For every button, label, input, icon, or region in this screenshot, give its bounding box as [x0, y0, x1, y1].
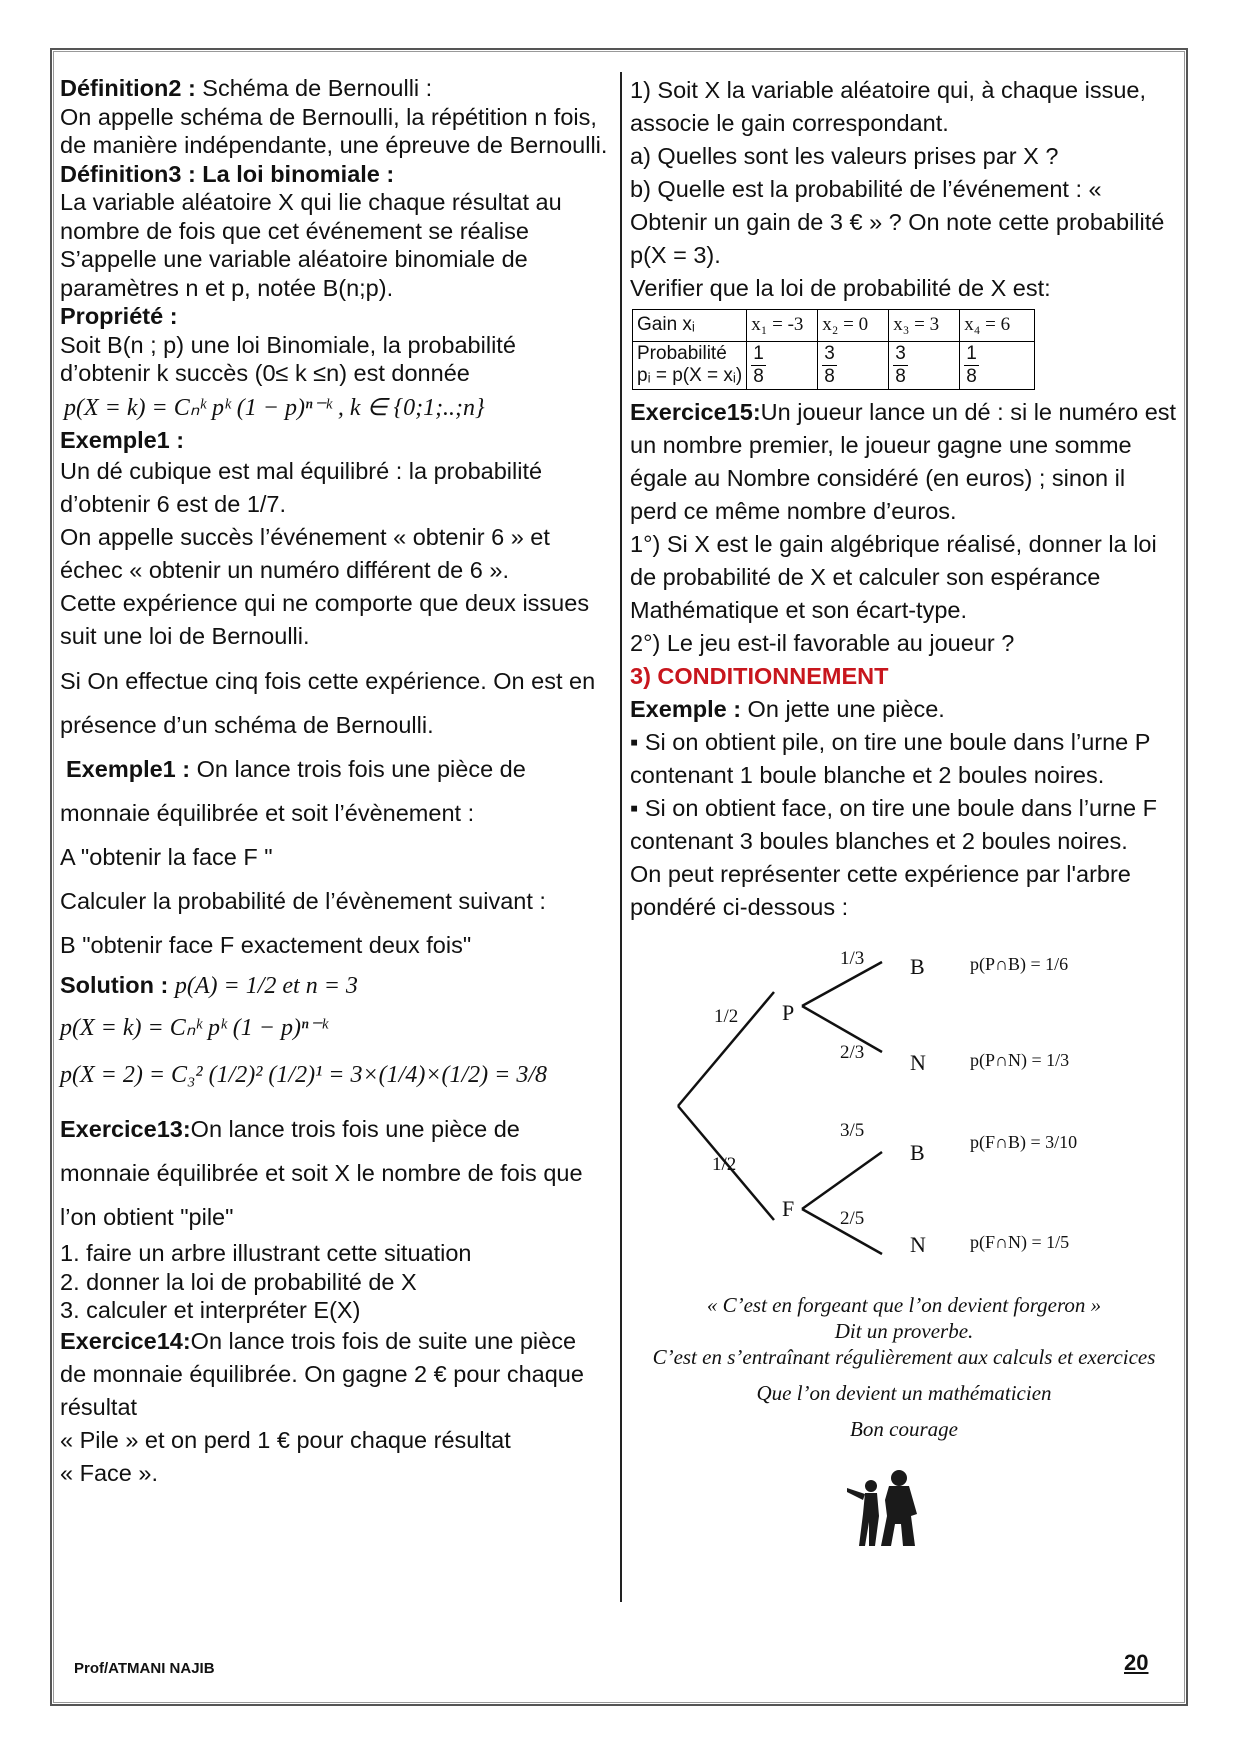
- q1a: a) Quelles sont les valeurs prises par X ?: [630, 143, 1059, 169]
- solution-line2: p(X = k) = Cₙᵏ pᵏ (1 − p)ⁿ⁻ᵏ: [60, 1015, 328, 1041]
- table-header-prob-a: Probabilité: [637, 343, 727, 364]
- weight-p: 1/2: [714, 1005, 739, 1027]
- ex13-q2: 2. donner la loi de probabilité de X: [60, 1268, 417, 1295]
- def2-text: On appelle schéma de Bernoulli, la répétition n fois, de manière indépendante, une épreuve de Bernoulli.: [60, 103, 608, 158]
- exemple-title: Exemple :: [630, 695, 742, 722]
- ex1b-b: B "obtenir face F exactement deux fois": [60, 931, 472, 958]
- ex14-l3: « Face ».: [60, 1459, 158, 1486]
- weight-fb: 3/5: [840, 1119, 865, 1141]
- left-column: [60, 74, 608, 1490]
- ex14-title: Exercice14:: [60, 1327, 191, 1354]
- branch-f-b: [802, 1152, 882, 1209]
- q1b: b) Quelle est la probabilité de l’événement : « Obtenir un gain de 3 € » ? On note cette probabilité p(X = 3).: [630, 176, 1165, 268]
- def3-title: Définition3 : La loi binomiale :: [60, 160, 395, 187]
- prop-text: Soit B(n ; p) une loi Binomiale, la probabilité d’obtenir k succès (0≤ k ≤n) est donnée: [60, 331, 516, 386]
- ex1-title: Exemple1 :: [60, 427, 185, 453]
- weight-f: 1/2: [712, 1153, 737, 1175]
- def2-title-rest: Schéma de Bernoulli :: [195, 75, 433, 101]
- table-row-prob: [633, 341, 1035, 389]
- table-cell-x1: x₁ = -3: [747, 310, 818, 342]
- result-pn: p(P∩N) = 1/3: [970, 1049, 1070, 1070]
- ex1-p2: On appelle succès l’événement « obtenir 6 » et échec « obtenir un numéro différent de 6 ».: [60, 523, 550, 583]
- ex1b-calc: Calculer la probabilité de l’évènement suivant :: [60, 887, 546, 914]
- table-row-gain: [633, 310, 1035, 342]
- ex15-q2: 2°) Le jeu est-il favorable au joueur ?: [630, 629, 1015, 656]
- def3-text: La variable aléatoire X qui lie chaque résultat au nombre de fois que cet événement se réalise S’appelle une variable aléatoire binomiale de paramètres n et p, notée B(n;p).: [60, 189, 562, 301]
- quote-line4: Que l’on devient un mathématicien: [756, 1380, 1052, 1405]
- solution-line3: p(X = 2) = C₃² (1/2)² (1/2)¹ = 3×(1/4)×(1/2) = 3/8: [60, 1061, 548, 1088]
- table-cell-x2: x₂ = 0: [818, 310, 889, 342]
- leaf-pn: N: [910, 1049, 926, 1075]
- ex1-p3: Cette expérience qui ne comporte que deux issues suit une loi de Bernoulli.: [60, 589, 590, 649]
- table-header-prob-b: pᵢ = p(X = xᵢ): [637, 365, 743, 386]
- result-fb: p(F∩B) = 3/10: [970, 1131, 1078, 1152]
- verify-text: Verifier que la loi de probabilité de X est:: [630, 275, 1051, 301]
- leaf-fn: N: [910, 1231, 926, 1257]
- ex13-q3: 3. calculer et interpréter E(X): [60, 1297, 361, 1323]
- table-prob-2: $\frac{3}{8}$: [824, 342, 835, 387]
- weight-fn: 2/5: [840, 1207, 865, 1229]
- ex15-text: Un joueur lance un dé : si le numéro est un nombre premier, le joueur gagne une somme égale au Nombre considéré (en euros) ; sinon il perd ce même nombre d’euros.: [630, 398, 1177, 524]
- prop-title: Propriété :: [60, 303, 178, 329]
- column-separator: [620, 72, 622, 1602]
- right-column: [630, 74, 1178, 1550]
- table-prob-3: $\frac{3}{8}$: [895, 342, 906, 387]
- ex14-text: On lance trois fois de suite une pièce de monnaie équilibrée. On gagne 2 € pour chaque résultat: [60, 1327, 584, 1420]
- probability-tree: [634, 924, 1174, 1264]
- ex14-l2: « Pile » et on perd 1 € pour chaque résultat: [60, 1426, 511, 1453]
- ex1-p1: Un dé cubique est mal équilibré : la probabilité d’obtenir 6 est de 1/7.: [60, 457, 543, 517]
- ex13-title: Exercice13:: [60, 1116, 191, 1142]
- section-conditionnement: 3) CONDITIONNEMENT: [630, 662, 889, 689]
- table-prob-4: $\frac{1}{8}$: [966, 342, 977, 387]
- teacher-child-silhouette-icon: [845, 1466, 925, 1550]
- table-cell-x4: x₄ = 6: [960, 310, 1035, 342]
- table-header-gain: Gain xᵢ: [633, 310, 747, 342]
- ex1-p4: Si On effectue cinq fois cette expérience. On est en présence d’un schéma de Bernoulli.: [60, 667, 596, 738]
- table-prob-1: $\frac{1}{8}$: [753, 342, 764, 387]
- page-number: 20: [1124, 1650, 1149, 1675]
- table-cell-x3: x₃ = 3: [889, 310, 960, 342]
- probability-table: [632, 309, 1035, 390]
- result-pb: p(P∩B) = 1/6: [970, 953, 1069, 974]
- ex13-q1: 1. faire un arbre illustrant cette situation: [60, 1240, 472, 1266]
- solution-line1: p(A) = 1/2 et n = 3: [174, 972, 358, 999]
- bullet-face: ▪ Si on obtient face, on tire une boule dans l’urne F contenant 3 boules blanches et 2 boules noires.: [630, 794, 1157, 854]
- ex15-q1: 1°) Si X est le gain algébrique réalisé, donner la loi de probabilité de X et calculer son espérance Mathématique et son écart-type.: [630, 530, 1157, 623]
- weight-pn: 2/3: [840, 1041, 865, 1063]
- ex13-text: On lance trois fois une pièce de monnaie équilibrée et soit X le nombre de fois que l’on obtient "pile": [60, 1116, 583, 1230]
- ex1b-text: On lance trois fois une pièce de monnaie équilibrée et soit l’évènement :: [60, 755, 526, 826]
- binomial-formula: p(X = k) = Cₙᵏ pᵏ (1 − p)ⁿ⁻ᵏ , k ∈ {0;1;..;n}: [64, 394, 485, 421]
- bullet-pile: ▪ Si on obtient pile, on tire une boule dans l’urne P contenant 1 boule blanche et 2 boules noires.: [630, 728, 1151, 788]
- node-f: F: [782, 1195, 795, 1221]
- tree-intro: On peut représenter cette expérience par l'arbre pondéré ci-dessous :: [630, 860, 1131, 920]
- weight-pb: 1/3: [840, 947, 865, 969]
- q1: 1) Soit X la variable aléatoire qui, à chaque issue, associe le gain correspondant.: [630, 77, 1147, 136]
- def2-title: Définition2 :: [60, 75, 196, 101]
- exemple-text: On jette une pièce.: [741, 695, 945, 722]
- quote-line3: C’est en s’entraînant régulièrement aux calculs et exercices: [652, 1344, 1156, 1369]
- node-p: P: [782, 999, 795, 1025]
- quote-line2: Dit un proverbe.: [834, 1318, 974, 1343]
- ex1b-title: Exemple1 :: [66, 755, 191, 782]
- leaf-pb: B: [910, 953, 925, 979]
- ex15-title: Exercice15:: [630, 398, 761, 425]
- ex1b-a: A "obtenir la face F ": [60, 843, 273, 870]
- result-fn: p(F∩N) = 1/5: [970, 1231, 1070, 1252]
- leaf-fb: B: [910, 1139, 925, 1165]
- solution-title: Solution :: [60, 971, 169, 998]
- footer-author: Prof/ATMANI NAJIB: [74, 1660, 215, 1677]
- quote-line5: Bon courage: [850, 1416, 958, 1441]
- quote-line1: « C’est en forgeant que l’on devient forgeron »: [706, 1292, 1102, 1317]
